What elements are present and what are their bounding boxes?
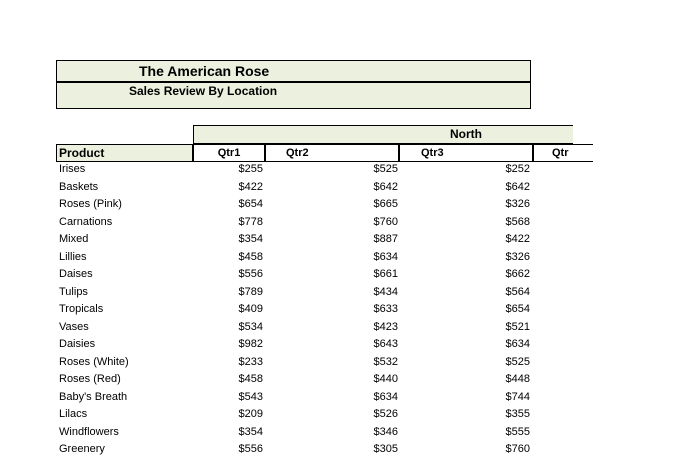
report-subtitle: Sales Review By Location [129,84,278,98]
product-cell[interactable]: Roses (Pink) [59,198,122,210]
table-row [0,180,680,198]
qtr3-cell[interactable]: $422 [505,233,530,245]
table-row [0,407,680,425]
qtr3-cell[interactable]: $521 [505,320,530,333]
qtr1-cell[interactable]: $409 [238,303,263,315]
product-cell[interactable]: Lilacs [59,408,88,420]
qtr3-cell[interactable]: $634 [505,338,530,350]
qtr1-cell[interactable]: $422 [238,180,263,193]
table-row [0,267,680,285]
table-row [0,250,680,268]
qtr1-cell[interactable]: $458 [238,373,263,385]
qtr3-cell[interactable]: $642 [505,180,530,193]
qtr3-cell[interactable]: $326 [505,198,530,210]
table-row [0,320,680,338]
qtr3-cell[interactable]: $326 [505,250,530,263]
qtr4-header[interactable]: Qtr [533,144,593,162]
product-cell[interactable]: Mixed [59,233,89,245]
product-cell[interactable]: Greenery [59,443,105,455]
qtr2-cell[interactable]: $643 [373,338,398,350]
qtr2-cell[interactable]: $526 [373,408,398,420]
qtr2-cell[interactable]: $434 [373,285,398,298]
qtr1-cell[interactable]: $354 [238,425,263,438]
product-cell[interactable]: Baby's Breath [59,390,128,403]
qtr1-cell[interactable]: $556 [238,268,263,280]
region-band [193,125,573,144]
table-row [0,302,680,320]
qtr2-cell[interactable]: $423 [373,320,398,333]
qtr3-cell[interactable]: $252 [505,163,530,175]
qtr2-cell[interactable]: $634 [373,390,398,403]
title-box [56,60,531,82]
table-row [0,372,680,390]
product-header[interactable]: Product [56,144,193,162]
qtr1-cell[interactable]: $778 [238,215,263,228]
qtr1-cell[interactable]: $654 [238,198,263,210]
qtr2-cell[interactable]: $665 [373,198,398,210]
table-row [0,162,680,180]
qtr2-cell[interactable]: $440 [373,373,398,385]
qtr1-cell[interactable]: $543 [238,390,263,403]
qtr1-cell[interactable]: $233 [238,355,263,368]
sales-table-body [0,162,680,460]
qtr3-cell[interactable]: $448 [505,373,530,385]
qtr3-header[interactable]: Qtr3 [399,144,533,162]
product-cell[interactable]: Daises [59,268,93,280]
table-row [0,355,680,373]
product-cell[interactable]: Roses (White) [59,355,129,368]
product-cell[interactable]: Roses (Red) [59,373,121,385]
qtr2-cell[interactable]: $661 [373,268,398,280]
table-row [0,390,680,408]
subtitle-box [56,82,531,109]
qtr2-cell[interactable]: $642 [373,180,398,193]
qtr2-cell[interactable]: $633 [373,303,398,315]
qtr3-cell[interactable]: $662 [505,268,530,280]
qtr1-cell[interactable]: $354 [238,233,263,245]
qtr3-cell[interactable]: $564 [505,285,530,298]
table-row [0,197,680,215]
product-cell[interactable]: Daisies [59,338,96,350]
qtr2-cell[interactable]: $532 [373,355,398,368]
table-row [0,442,680,460]
product-cell[interactable]: Baskets [59,180,99,193]
product-cell[interactable]: Windflowers [59,425,119,438]
qtr1-header[interactable]: Qtr1 [193,144,265,162]
qtr3-cell[interactable]: $744 [505,390,530,403]
qtr1-cell[interactable]: $982 [238,338,263,350]
qtr2-cell[interactable]: $305 [373,443,398,455]
qtr1-cell[interactable]: $255 [238,163,263,175]
table-row [0,425,680,443]
product-cell[interactable]: Tropicals [59,303,104,315]
qtr2-cell[interactable]: $760 [373,215,398,228]
product-cell[interactable]: Lillies [59,250,87,263]
qtr3-cell[interactable]: $760 [505,443,530,455]
product-cell[interactable]: Carnations [59,215,113,228]
table-row [0,232,680,250]
qtr3-cell[interactable]: $654 [505,303,530,315]
qtr3-cell[interactable]: $355 [505,408,530,420]
qtr2-cell[interactable]: $887 [373,233,398,245]
table-row [0,337,680,355]
qtr3-cell[interactable]: $555 [505,425,530,438]
qtr1-cell[interactable]: $789 [238,285,263,298]
region-label: North [450,127,482,141]
qtr3-cell[interactable]: $525 [505,355,530,368]
qtr2-cell[interactable]: $346 [373,425,398,438]
qtr1-cell[interactable]: $209 [238,408,263,420]
qtr1-cell[interactable]: $534 [238,320,263,333]
product-cell[interactable]: Vases [59,320,89,333]
table-row [0,215,680,233]
qtr2-cell[interactable]: $525 [373,163,398,175]
qtr2-header[interactable]: Qtr2 [265,144,399,162]
report-title: The American Rose [139,63,270,79]
qtr1-cell[interactable]: $556 [238,443,263,455]
table-row [0,285,680,303]
product-cell[interactable]: Irises [59,163,86,175]
qtr2-cell[interactable]: $634 [373,250,398,263]
qtr3-cell[interactable]: $568 [505,215,530,228]
qtr1-cell[interactable]: $458 [238,250,263,263]
product-cell[interactable]: Tulips [59,285,88,298]
